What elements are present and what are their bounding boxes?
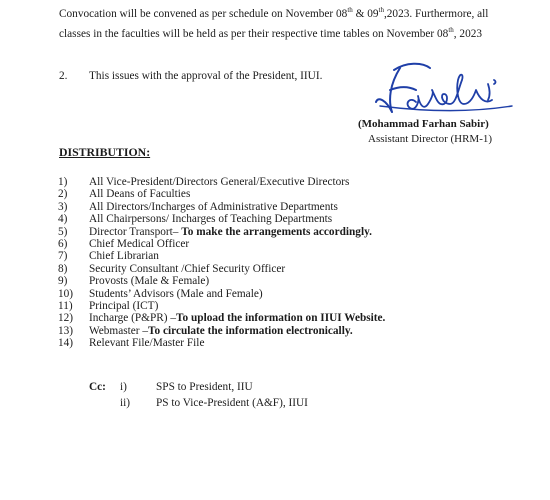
paragraph-1-line-2 <box>59 28 482 41</box>
para1-text-b: & 09 <box>352 8 379 20</box>
para1-line2-text-a: classes in the faculties will be held as per their respective time tables on November 08 <box>59 28 449 40</box>
distribution-item-text: All Vice-President/Directors General/Executive Directors <box>89 176 350 188</box>
distribution-heading: DISTRIBUTION: <box>59 145 151 159</box>
paragraph-1-line-1 <box>59 8 488 21</box>
distribution-item-number: 12) <box>58 312 74 325</box>
distribution-item <box>89 213 332 226</box>
distribution-item-text: Principal (ICT) <box>89 300 159 312</box>
para1-text-a: Convocation will be convened as per schedule on November 08 <box>59 8 348 20</box>
distribution-item-number: 7) <box>58 250 68 263</box>
cc-item-number: ii) <box>120 397 131 409</box>
paragraph-2-number: 2. <box>59 70 68 82</box>
para1-sup-2: th <box>378 6 384 15</box>
distribution-item-number: 1) <box>58 176 68 188</box>
distribution-item <box>89 250 159 263</box>
distribution-item <box>89 337 204 350</box>
distribution-item-instruction: To circulate the information electronically. <box>148 324 353 337</box>
distribution-item-number: 3) <box>58 200 68 213</box>
distribution-item-text: All Deans of Faculties <box>89 188 191 201</box>
distribution-item-text: Relevant File/Master File <box>89 337 205 350</box>
distribution-item-instruction: To make the arrangements accordingly. <box>181 225 372 238</box>
distribution-item-number: 4) <box>58 213 68 226</box>
distribution-item <box>89 226 372 239</box>
distribution-item-number: 6) <box>58 238 68 250</box>
para1-text-c: ,2023. Furthermore, all <box>383 8 489 20</box>
distribution-item-instruction: To upload the information on IIUI Website. <box>176 312 386 325</box>
distribution-item <box>89 263 285 276</box>
distribution-item-number: 2) <box>58 188 68 201</box>
distribution-item-text: Incharge (P&PR) – <box>89 312 177 325</box>
para1-sup-1: th <box>347 6 353 15</box>
distribution-item <box>89 275 209 288</box>
distribution-item-number: 9) <box>58 275 68 288</box>
paragraph-2-text: This issues with the approval of the President, IIUI. <box>89 70 323 82</box>
signatory-title: Assistant Director (HRM-1) <box>368 133 493 145</box>
cc-item-text: SPS to President, IIU <box>156 381 253 393</box>
distribution-item-text: Security Consultant /Chief Security Officer <box>89 262 286 275</box>
distribution-item-text: All Directors/Incharges of Administrative Departments <box>89 200 338 213</box>
signatory-name: (Mohammad Farhan Sabir) <box>358 118 489 130</box>
distribution-item-text: Chief Librarian <box>89 250 159 263</box>
distribution-item-text: Provosts (Male & Female) <box>89 275 210 288</box>
distribution-item-number: 11) <box>58 300 73 312</box>
distribution-item <box>89 325 353 338</box>
distribution-item-number: 14) <box>58 337 74 350</box>
distribution-item <box>89 201 338 214</box>
distribution-item <box>89 188 190 201</box>
para1-line2-sup: th <box>448 26 454 35</box>
distribution-item-text: All Chairpersons/ Incharges of Teaching Departments <box>89 213 333 226</box>
distribution-item-number: 13) <box>58 324 74 337</box>
distribution-item <box>89 300 158 313</box>
distribution-item <box>89 312 385 325</box>
distribution-item-text: Chief Medical Officer <box>89 238 190 250</box>
distribution-item-text: Director Transport– <box>89 225 182 238</box>
distribution-item-text: Webmaster – <box>89 324 149 337</box>
para1-line2-text-b: , 2023 <box>453 28 483 40</box>
distribution-item-number: 5) <box>58 225 68 238</box>
distribution-item-text: Students’ Advisors (Male and Female) <box>89 287 263 300</box>
cc-label: Cc: <box>89 381 106 393</box>
distribution-item <box>89 288 263 301</box>
distribution-item <box>89 238 189 251</box>
distribution-item <box>89 176 349 189</box>
distribution-item-number: 8) <box>58 262 68 275</box>
cc-item-number: i) <box>120 381 127 393</box>
distribution-item-number: 10) <box>58 287 74 300</box>
cc-item-text: PS to Vice-President (A&F), IIUI <box>156 397 308 409</box>
